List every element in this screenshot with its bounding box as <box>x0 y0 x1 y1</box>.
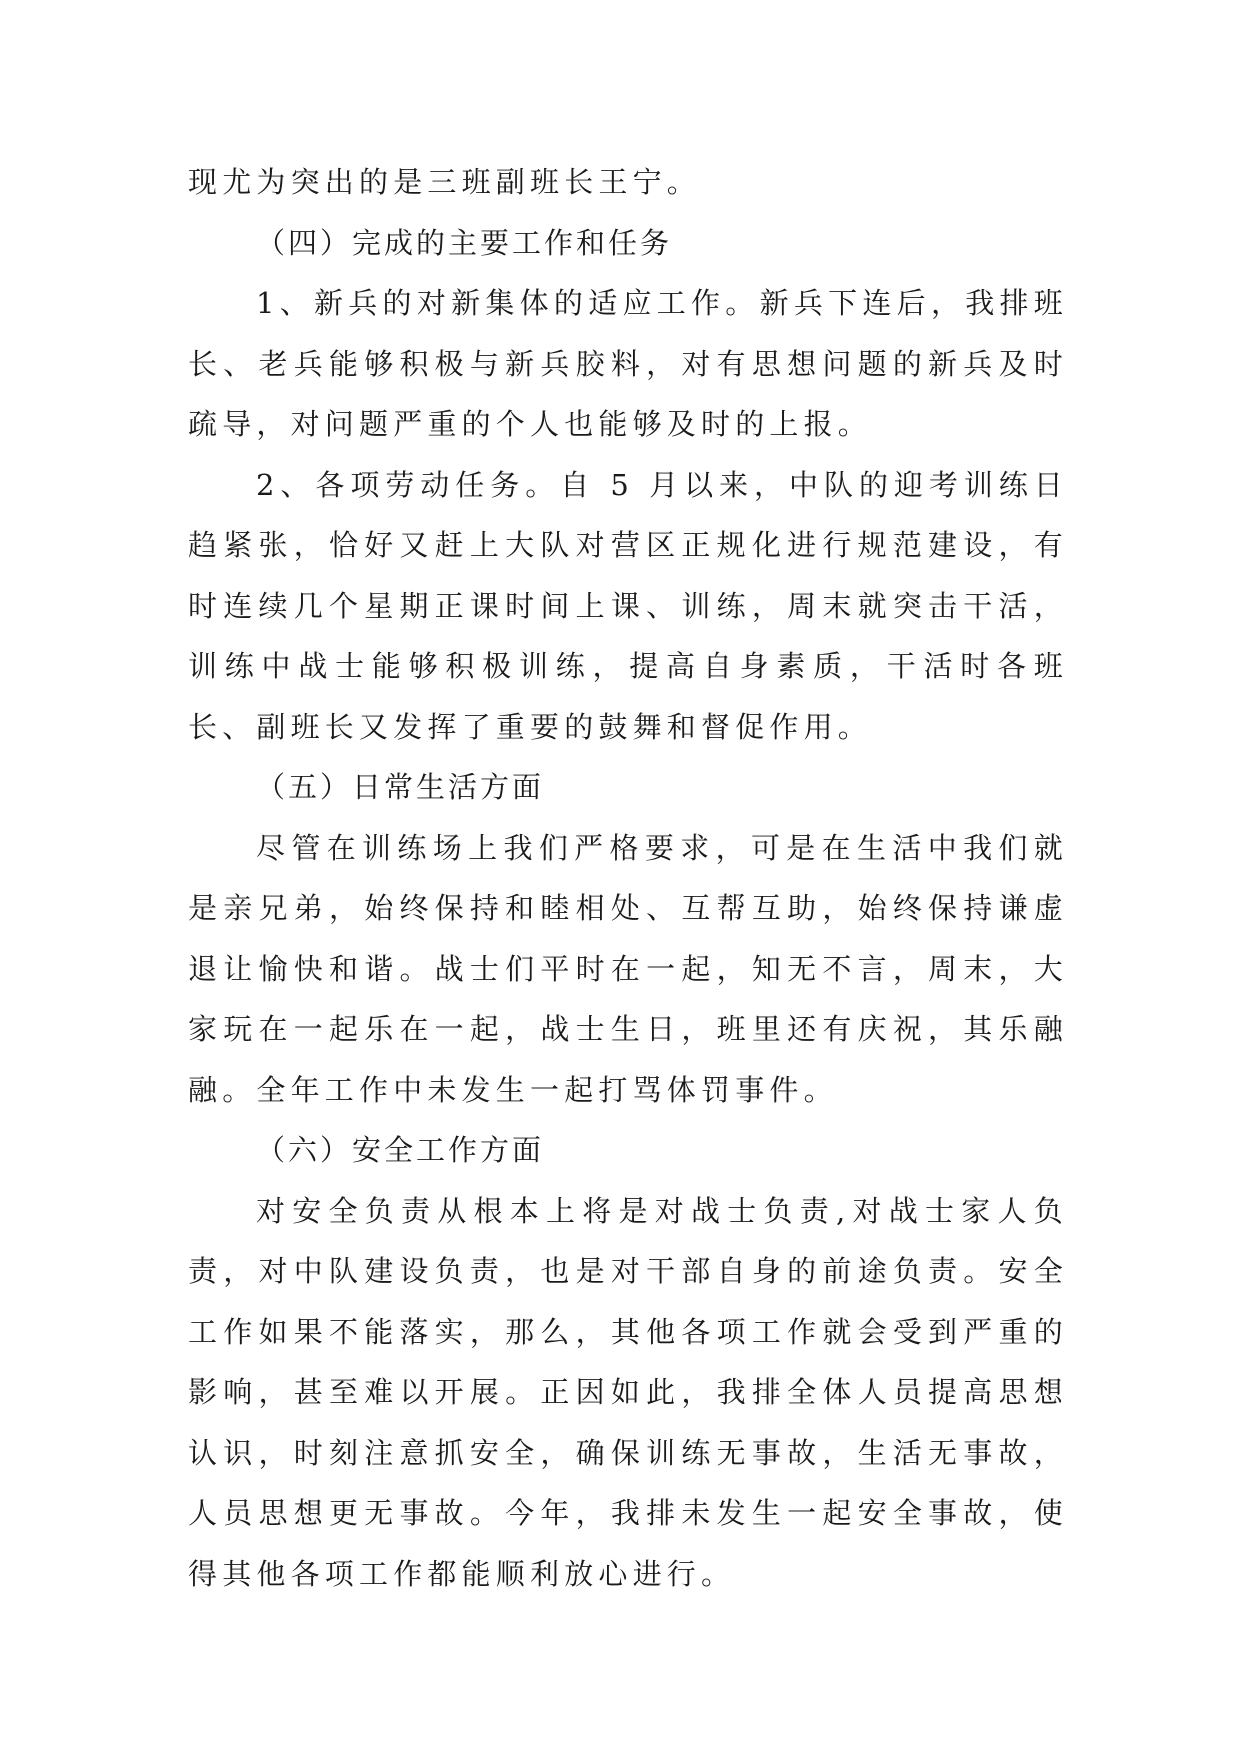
paragraph-safety: 对安全负责从根本上将是对战士负责,对战士家人负责，对中队建设负责，也是对干部自身的前途负责。安全工作如果不能落实，那么，其他各项工作就会受到严重的影响，甚至难以开展。正因如此，我排全体人员提高思想认识，时刻注意抓安全，确保训练无事故，生活无事故，人员思想更无事故。今年，我排未发生一起安全事故，使得其他各项工作都能顺利放心进行。 <box>188 1193 1068 1591</box>
paragraph-item-1: 1、新兵的对新集体的适应工作。新兵下连后，我排班长、老兵能够积极与新兵胶料，对有思想问题的新兵及时疏导，对问题严重的个人也能够及时的上报。 <box>188 286 1068 441</box>
section-heading-5: （五）日常生活方面 <box>256 770 545 804</box>
paragraph-continued: 现尤为突出的是三班副班长王宁。 <box>188 165 702 199</box>
paragraph-daily-life: 尽管在训练场上我们严格要求，可是在生活中我们就是亲兄弟，始终保持和睦相处、互帮互助，始终保持谦虚退让愉快和谐。战士们平时在一起，知无不言，周末，大家玩在一起乐在一起，战士生日，班里还有庆祝，其乐融融。全年工作中未发生一起打骂体罚事件。 <box>188 830 1068 1107</box>
section-heading-4: （四）完成的主要工作和任务 <box>256 225 673 260</box>
document-body <box>188 152 1068 1604</box>
paragraph-item-2: 2、各项劳动任务。自 5 月以来，中队的迎考训练日趋紧张，恰好又赶上大队对营区正规化进行规范建设，有时连续几个星期正课时间上课、训练，周末就突击干活，训练中战士能够积极训练，提高自身素质，干活时各班长、副班长又发挥了重要的鼓舞和督促作用。 <box>188 467 1068 744</box>
section-heading-6: （六）安全工作方面 <box>256 1133 545 1167</box>
